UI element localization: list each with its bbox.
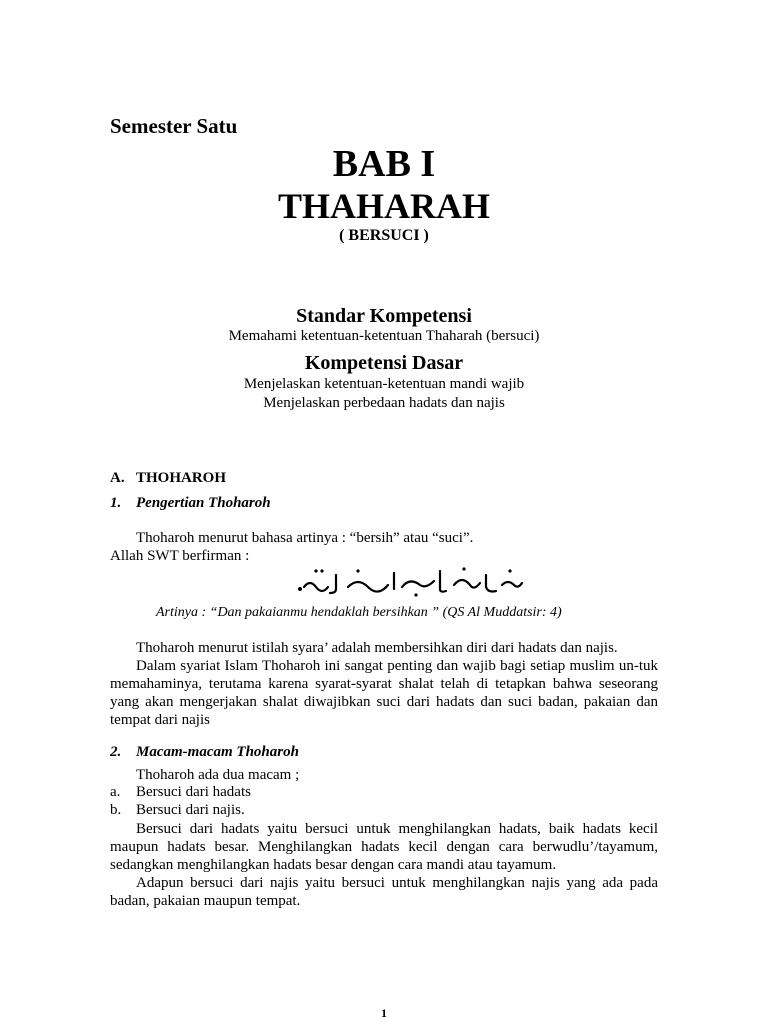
- standar-kompetensi-text: Memahami ketentuan-ketentuan Thaharah (bersuci): [228, 328, 540, 344]
- paragraph: Adapun bersuci dari najis yaitu bersuci untuk menghilangkan najis yang ada pada badan, pakaian maupun tempat.: [110, 875, 658, 909]
- list-item-text: Bersuci dari najis.: [136, 802, 245, 818]
- translation-caption: Artinya : “Dan pakaianmu hendaklah bersihkan ” (QS Al Muddatsir: 4): [156, 605, 562, 620]
- page-subtitle: ( BERSUCI ): [339, 227, 429, 244]
- subsection-1-heading: [110, 495, 271, 512]
- subsection-title: Pengertian Thoharoh: [136, 495, 271, 511]
- subsection-2-heading: [110, 744, 299, 761]
- kompetensi-dasar-heading: Kompetensi Dasar: [304, 352, 464, 374]
- list-item: [110, 802, 245, 819]
- section-label: A.: [110, 470, 125, 486]
- paragraph: Thoharoh menurut bahasa artinya : “bersih” atau “suci”.: [136, 530, 474, 546]
- kompetensi-dasar-item: Menjelaskan perbedaan hadats dan najis: [263, 395, 505, 411]
- paragraph: Bersuci dari hadats yaitu bersuci untuk menghilangkan hadats, baik hadats kecil maupun hadats besar. Menghilangkan hadats kecil dengan cara berwudlu’/tayamum, sedangkan menghilangkan hadats besar dengan cara mandi atau tayamum.: [110, 821, 658, 873]
- page-title: THAHARAH: [277, 186, 490, 226]
- subsection-label: 2.: [110, 744, 122, 760]
- paragraph: Allah SWT berfirman :: [110, 548, 250, 564]
- paragraph: Thoharoh ada dua macam ;: [136, 767, 300, 783]
- subsection-title: Macam-macam Thoharoh: [136, 744, 299, 760]
- subsection-label: 1.: [110, 495, 122, 511]
- standar-kompetensi-heading: Standar Kompetensi: [296, 305, 472, 327]
- list-item: [110, 784, 251, 801]
- list-item-text: Bersuci dari hadats: [136, 784, 251, 800]
- kompetensi-dasar-item: Menjelaskan ketentuan-ketentuan mandi wajib: [243, 376, 525, 392]
- section-title: THOHAROH: [136, 470, 227, 486]
- semester-label: Semester Satu: [110, 114, 238, 138]
- paragraph: Dalam syariat Islam Thoharoh ini sangat penting dan wajib bagi setiap muslim un-tuk memahaminya, terutama karena syarat-syarat shalat telah di tetapkan bahwa seseorang yang akan mengerjakan shalat diwajibkan suci dari hadats dan suci badan, pakaian dan tempat dari najis: [110, 658, 658, 728]
- list-item-label: a.: [110, 784, 121, 800]
- chapter-title: BAB I: [332, 143, 436, 185]
- page-number: 1: [381, 1006, 387, 1020]
- list-item-label: b.: [110, 802, 122, 818]
- arabic-calligraphy-image: [296, 565, 526, 597]
- section-a-heading: [110, 470, 226, 487]
- paragraph: Thoharoh menurut istilah syara’ adalah membersihkan diri dari hadats dan najis.: [136, 640, 618, 656]
